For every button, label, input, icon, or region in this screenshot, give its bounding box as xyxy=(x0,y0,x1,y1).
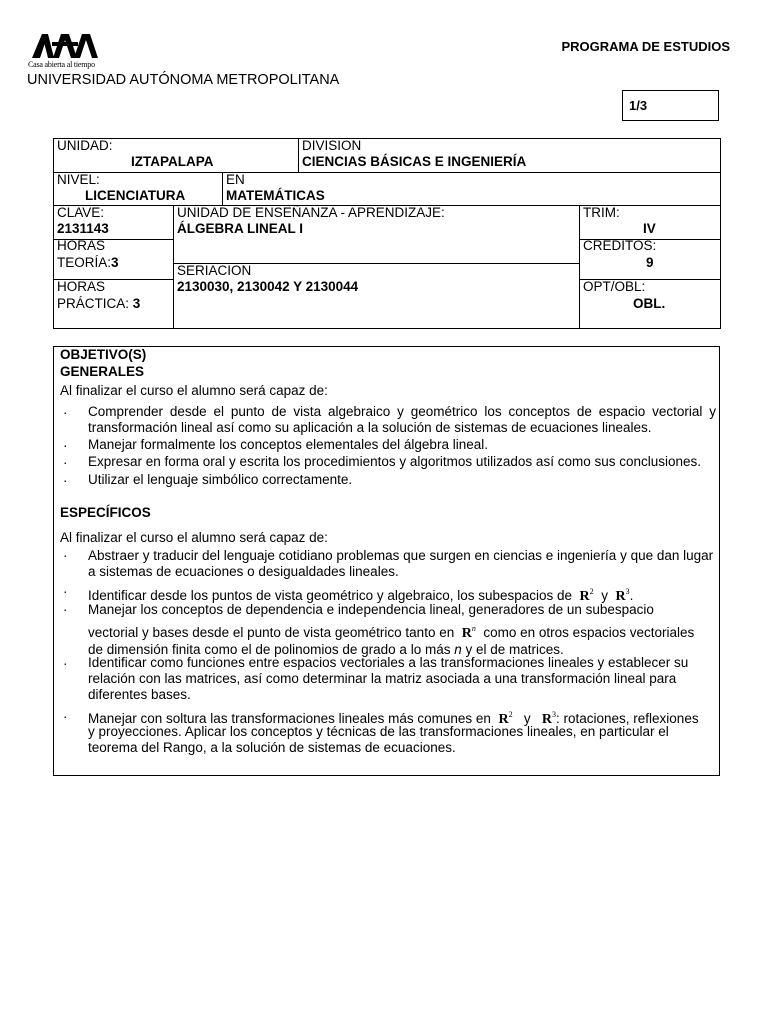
en-value: MATEMÁTICAS xyxy=(226,188,325,203)
division-value: CIENCIAS BÁSICAS E INGENIERÍA xyxy=(302,154,527,169)
bullet: · xyxy=(63,405,68,420)
real-space-symbol: $R^2$ xyxy=(498,710,513,727)
trim-value: IV xyxy=(643,221,656,236)
bullet: · xyxy=(63,473,68,488)
opt-obl-label: OPT/OBL: xyxy=(583,279,646,294)
list-item: Identificar desde los puntos de vista geométrico y algebraico, los subespacios de $R^2$ y $R^3$. xyxy=(88,587,634,604)
list-item: Manejar con soltura las transformaciones lineales más comunes en $R^2$ y $R^3$: rotaciones, reflexiones xyxy=(88,710,699,727)
real-space-symbol: $R^n$ xyxy=(461,624,476,641)
bullet: · xyxy=(63,584,68,599)
university-name: UNIVERSIDAD AUTÓNOMA METROPOLITANA xyxy=(27,72,340,88)
horas-practica-label: HORAS xyxy=(57,279,106,294)
unidad-label: UNIDAD: xyxy=(57,138,113,153)
uea-value: ÁLGEBRA LINEAL I xyxy=(177,221,304,236)
bullet: · xyxy=(63,438,68,453)
uea-label: UNIDAD DE ENSEÑANZA - APRENDIZAJE: xyxy=(177,205,445,220)
seriacion-value: 2130030, 2130042 Y 2130044 xyxy=(177,279,359,294)
page-number-box xyxy=(622,90,719,121)
generales-intro: Al finalizar el curso el alumno será capaz de: xyxy=(60,383,328,398)
creditos-label: CREDITOS: xyxy=(583,238,657,253)
clave-value: 2131143 xyxy=(57,221,109,236)
list-item: Comprender desde el punto de vista algebraico y geométrico los conceptos de espacio vectorial y transformación lineal así como su aplicación a la solución de sistemas de ecuaciones lineales. xyxy=(88,404,716,435)
unidad-value: IZTAPALAPA xyxy=(131,154,214,169)
seriacion-label: SERIACION xyxy=(177,263,252,278)
horas-teoria-label: HORAS xyxy=(57,238,106,253)
bullet: · xyxy=(63,656,68,671)
especificos-intro: Al finalizar el curso el alumno será capaz de: xyxy=(60,530,328,545)
list-item: Manejar formalmente los conceptos elementales del álgebra lineal. xyxy=(88,437,488,452)
bullet: · xyxy=(63,548,68,563)
list-item: Utilizar el lenguaje simbólico correctamente. xyxy=(88,472,353,487)
list-item: Abstraer y traducir del lenguaje cotidiano problemas que surgen en ciencias e ingeniería y que dan lugar a sistemas de ecuaciones o desigualdades lineales. xyxy=(88,548,714,579)
opt-obl-value: OBL. xyxy=(633,296,666,311)
clave-label: CLAVE: xyxy=(57,205,105,220)
bullet: · xyxy=(63,602,68,617)
trim-label: TRIM: xyxy=(583,205,620,220)
horas-teoria-value: 3 xyxy=(111,255,119,270)
bullet: · xyxy=(63,709,68,724)
creditos-value: 9 xyxy=(646,255,654,270)
objectives-heading: OBJETIVO(S) xyxy=(60,347,147,362)
horas-teoria-row xyxy=(57,255,119,271)
logo-tagline: Casa abierta al tiempo xyxy=(28,60,95,69)
real-space-symbol: $R^3$ xyxy=(541,710,556,727)
page-number: 1/3 xyxy=(629,98,648,113)
list-item: Manejar los conceptos de dependencia e independencia lineal, generadores de un subespacio vectorial y bases desde el punto de vista geométrico tanto en $R^n$ como en otros espacios vectoriales de dimensión finita como el de polinomios de grado a lo más n y el de matrices. xyxy=(88,602,695,657)
division-label: DIVISION xyxy=(302,138,362,153)
nivel-value: LICENCIATURA xyxy=(85,188,186,203)
bullet: · xyxy=(63,455,68,470)
horas-practica-row xyxy=(57,296,140,312)
horas-practica-value: 3 xyxy=(132,296,141,311)
generales-heading: GENERALES xyxy=(60,364,145,379)
teoria-label: TEORÍA: xyxy=(57,255,112,270)
especificos-heading: ESPECÍFICOS xyxy=(60,505,151,520)
list-item: Expresar en forma oral y escrita los procedimientos y algoritmos utilizados así como sus conclusiones. xyxy=(88,454,702,469)
real-space-symbol: $R^3$ xyxy=(615,587,630,604)
real-space-symbol: $R^2$ xyxy=(579,587,594,604)
practica-label: PRÁCTICA: xyxy=(57,296,130,311)
en-label: EN xyxy=(226,172,245,187)
list-item: Identificar como funciones entre espacios vectoriales a las transformaciones lineales y establecer su relación con las matrices, así como determinar la matriz asociada a una transformación lineal para diferentes bases. xyxy=(88,655,689,702)
list-item-continuation: y proyecciones. Aplicar los conceptos y técnicas de las transformaciones lineales, en particular el teorema del Rango, a la solución de sistemas de ecuaciones. xyxy=(88,724,669,755)
nivel-label: NIVEL: xyxy=(57,172,100,187)
program-title: PROGRAMA DE ESTUDIOS xyxy=(561,39,730,54)
